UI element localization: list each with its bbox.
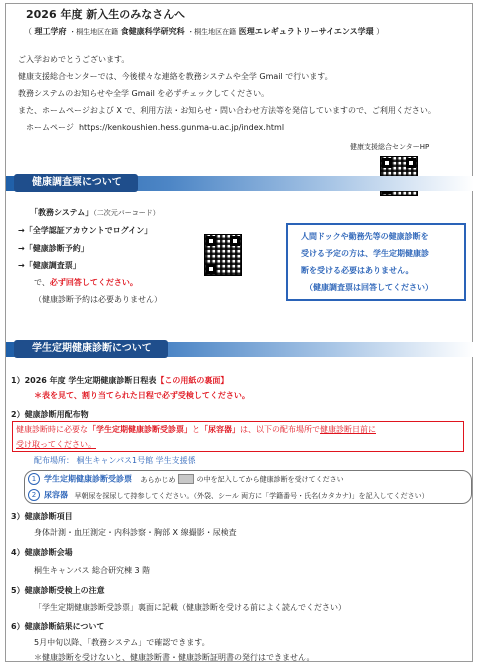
item-4-title: 4）健康診断会場	[11, 548, 73, 557]
item-3-title: 3）健康診断項目	[11, 512, 73, 521]
program-2: 医理エレギュラトリーサイエンス学環	[238, 27, 374, 36]
homepage-label: ホームページ	[26, 123, 74, 132]
program-1: 食健康科学研究科	[120, 27, 185, 36]
item-1-note: ＊表を見て、割り当てられた日程で必ず受検してください。	[34, 391, 250, 400]
survey-step-3: →「健康診断予約」	[18, 244, 89, 253]
survey-step-1: 「教務システム」（二次元バーコード）	[30, 208, 160, 217]
homepage-link[interactable]: https://kenkoushien.hess.gunma-u.ac.jp/index.html	[78, 123, 285, 132]
survey-answer: で、必ず回答してください。	[34, 278, 138, 287]
item-5-title: 5）健康診断受検上の注意	[11, 586, 105, 595]
item-6-text-1: 5月中旬以降、「教務システム」で確認できます。	[34, 638, 210, 647]
survey-step-4: →「健康調査票」	[18, 261, 81, 270]
distribution-place: 配布場所： 桐生キャンパス1号館 学生支援係	[34, 456, 196, 465]
item-6-title: 6）健康診断結果について	[11, 622, 105, 631]
survey-no-reservation: （健康診断予約は必要ありません）	[34, 295, 162, 304]
survey-step-2: →「全学認証アカウントでログイン」	[18, 226, 153, 235]
campus-label-2: ・桐生地区在籍	[187, 28, 237, 36]
homepage-line	[26, 122, 284, 133]
item-2-title: 2）健康診断用配布物	[11, 410, 89, 419]
item-5-text: 「学生定期健康診断受診票」裏面に記載（健康診断を受ける前によく読んでください）	[34, 603, 346, 612]
campus-label-1: ・桐生地区在籍	[69, 28, 119, 36]
intro-line-2: 健康支援総合センターでは、今後様々な連絡を教務システムや全学 Gmail で行います。	[18, 72, 333, 81]
distribution-item-1: 1 学生定期健康診断受診票 あらかじめ の中を記入してから健康診断を受けてください	[28, 473, 344, 485]
item-3-text: 身体計測・血圧測定・内科診察・胸部 X 線撮影・尿検査	[34, 528, 237, 537]
page-title: 2026 年度 新入生のみなさんへ	[26, 8, 186, 21]
kyomu-system-qr-code[interactable]	[204, 234, 242, 276]
item-4-text: 桐生キャンパス 総合研究棟 3 階	[34, 566, 151, 575]
intro-line-3: 教務システムのお知らせや全学 Gmail を必ずチェックしてください。	[18, 89, 270, 98]
external-checkup-notice: 人間ドックや勤務先等の健康診断を 受ける予定の方は、学生定期健康診 断を受ける必要はありません。 （健康調査票は回答してください）	[286, 223, 466, 301]
faculty-1: 理工学府	[34, 27, 67, 36]
item-6-text-2: ＊健康診断を受けないと、健康診断書・健康診断証明書の発行はできません。	[34, 653, 315, 662]
distribution-item-2: 2 尿容器 早朝尿を採尿して持参してください。（外袋、シール 両方に「学籍番号・氏名(カタカナ)」を記入してください）	[28, 489, 429, 501]
fill-in-box-icon	[178, 474, 194, 484]
item-2-text-line-1: 健康診断時に必要な「学生定期健康診断受診票」と「尿容器」は、以下の配布場所で健康診断日前に	[16, 425, 376, 434]
item-1-title: 1）2026 年度 学生定期健康診断日程表【この用紙の裏面】	[11, 376, 229, 385]
qr-caption: 健康支援総合センターHP	[350, 143, 430, 151]
page-subtitle: （ 理工学府 ・桐生地区在籍 食健康科学研究科 ・桐生地区在籍 医理エレギュラトリーサイエンス学環 ）	[24, 27, 385, 36]
item-2-text-line-2: 受け取ってください。	[16, 440, 96, 449]
notice-page	[5, 3, 473, 662]
intro-line-1: ご入学おめでとうございます。	[18, 55, 130, 64]
intro-line-4: また、ホームページおよび X で、利用方法・お知らせ・問い合わせ方法等を発信していますので、ご利用ください。	[18, 106, 436, 115]
section-heading-health-survey: 健康調査票について	[14, 174, 138, 192]
section-heading-checkup: 学生定期健康診断について	[14, 340, 168, 358]
